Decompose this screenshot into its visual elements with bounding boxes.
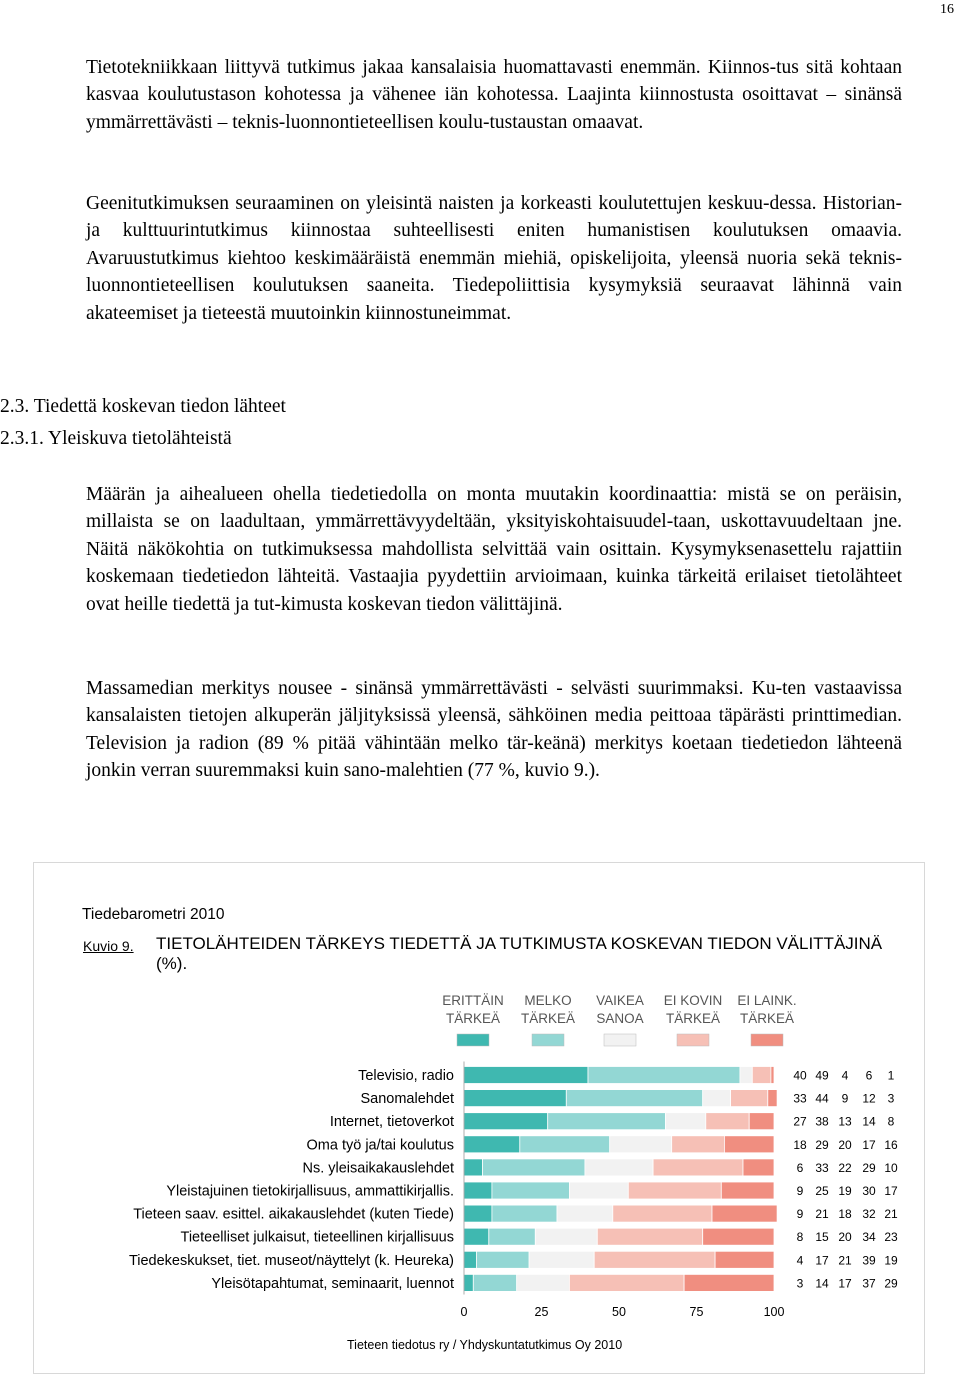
bar-segment	[483, 1159, 585, 1176]
legend-swatch	[604, 1034, 636, 1046]
data-label: 18	[793, 1137, 807, 1152]
bar-segment	[597, 1228, 702, 1245]
category-label: Tieteelliset julkaisut, tieteellinen kirjallisuus	[180, 1229, 454, 1246]
bar-segment	[724, 1136, 774, 1153]
data-label: 17	[838, 1276, 852, 1291]
data-label: 19	[884, 1253, 898, 1268]
bar-segment	[613, 1205, 712, 1222]
data-label: 15	[815, 1230, 829, 1245]
data-label: 1	[887, 1068, 895, 1083]
bar-segment	[749, 1113, 774, 1130]
data-label: 40	[793, 1068, 807, 1083]
x-tick-label: 25	[534, 1305, 549, 1319]
bar-segment	[476, 1251, 529, 1268]
bar-segment	[721, 1182, 774, 1199]
data-label: 25	[815, 1184, 829, 1198]
data-label: 38	[815, 1114, 829, 1129]
paragraph-3: Määrän ja aihealueen ohella tiedetiedolla on monta muutakin koordinaattia: mistä se on peräisin, millaista se on laadultaan, ymmärrettävyydeltään, yksityiskohtaisuudel-taan, uskottavuudeltaan jne. Näitä näkökohtia on tutkimuksessa mahdollista selvittää vain osittain. Kysymyksenasettelu rajattiin koskemaan tiedetiedon lähteitä. Vastaajia pyydettiin arvioimaan, kuinka tärkeitä erilaiset tietolähteet ovat heille tiedettä ja tut-kimusta koskevan tiedon välittäjinä.	[86, 484, 902, 615]
data-label: 14	[862, 1114, 876, 1129]
data-label: 6	[796, 1160, 804, 1175]
data-label: 8	[796, 1230, 804, 1245]
x-tick-label: 75	[689, 1305, 704, 1319]
data-label: 12	[862, 1091, 876, 1106]
data-label: 30	[862, 1184, 876, 1198]
bar-segment	[712, 1205, 777, 1222]
data-label: 17	[884, 1184, 898, 1198]
bar-segment	[473, 1274, 516, 1291]
data-label: 6	[865, 1068, 873, 1083]
paragraph-4: Massamedian merkitys nousee - sinänsä ymmärrettävästi - selvästi suurimmaksi. Ku-ten vastaavissa kansalaisten tietojen alkuperän jäljityksissä yleensä, sähköinen media peittoaa täpärästi printtimedian. Television ja radion (89 % pitää vähintään melko tär-keänä) merkitys koetaan tiedetiedon lähteenä jonkin verran suuremmaksi kuin sano-malehtien (77 %, kuvio 9.).	[86, 678, 902, 782]
data-label: 21	[815, 1207, 829, 1222]
legend-label: TÄRKEÄ	[665, 1011, 721, 1026]
paragraph-1: Tietotekniikkaan liittyvä tutkimus jakaa kansalaisia huomattavasti enemmän. Kiinnos-tus sitä kohtaan kasvaa koulutustason kohotessa ja vähenee iän kohotessa. Laajinta kiinnostusta osoittavat – sinänsä ymmärrettävästi – teknis-luonnontieteellisen koulu-tustaustan omaavat.	[86, 57, 902, 133]
legend-label: ERITTÄIN	[442, 993, 504, 1008]
legend-swatch	[457, 1034, 489, 1046]
bar-segment	[566, 1090, 702, 1107]
data-label: 29	[862, 1160, 876, 1175]
data-label: 3	[796, 1276, 804, 1291]
bar-segment	[653, 1159, 743, 1176]
bar-segment	[610, 1136, 672, 1153]
bar-segment	[464, 1113, 548, 1130]
figure-number: Kuvio 9.	[83, 938, 134, 954]
data-label: 9	[796, 1184, 804, 1198]
bar-segment	[489, 1228, 536, 1245]
category-label: Televisio, radio	[358, 1068, 454, 1084]
chart-title: TIETOLÄHTEIDEN TÄRKEYS TIEDETTÄ JA TUTKIMUSTA KOSKEVAN TIEDON VÄLITTÄJINÄ (%).	[156, 934, 883, 973]
bar-segment	[464, 1205, 492, 1222]
bar-segment	[464, 1182, 492, 1199]
legend-label: EI LAINK.	[737, 993, 797, 1008]
data-label: 9	[841, 1091, 849, 1106]
data-label: 14	[815, 1276, 829, 1291]
paragraph-2: Geenitutkimuksen seuraaminen on yleisintä naisten ja korkeasti koulutettujen keskuu-dessa. Historian- ja kulttuurintutkimus kiinnostaa suhteellisesti eniten humanistisen koulutuksen omaavia. Avaruustutkimus kiehtoo keskimääräistä enemmän miehiä, opiskelijoita, yleensä nuoria sekä teknis-luonnontieteellisen koulutuksen saaneita. Tiedepoliittisia kysymyksiä seuraavat lähinnä vain akateemiset ja tieteestä muutoinkin kiinnostuneimmat.	[86, 193, 902, 324]
data-label: 33	[815, 1160, 829, 1175]
legend-label: VAIKEA	[596, 993, 644, 1008]
data-label: 4	[841, 1068, 849, 1083]
data-label: 18	[838, 1207, 852, 1222]
legend-label: TÄRKEÄ	[739, 1011, 795, 1026]
bar-segment	[740, 1067, 752, 1084]
data-label: 20	[838, 1137, 852, 1152]
bar-segment	[464, 1159, 483, 1176]
bar-segment	[703, 1228, 774, 1245]
category-label: Oma työ ja/tai koulutus	[306, 1137, 454, 1154]
category-label: Internet, tietoverkot	[329, 1114, 454, 1131]
bar-segment	[464, 1067, 588, 1084]
bar-segment	[771, 1067, 774, 1084]
data-label: 39	[862, 1253, 876, 1268]
bar-segment	[672, 1136, 725, 1153]
bar-segment	[520, 1136, 610, 1153]
bar-segment	[557, 1205, 613, 1222]
x-tick-label: 0	[460, 1305, 468, 1319]
data-label: 8	[887, 1114, 895, 1129]
data-label: 49	[815, 1068, 829, 1083]
category-label: Yleisötapahtumat, seminaarit, luennot	[211, 1275, 454, 1292]
data-label: 16	[884, 1137, 898, 1152]
legend-swatch	[532, 1034, 564, 1046]
data-label: 29	[884, 1276, 898, 1291]
figure-source: Tiedebarometri 2010	[82, 906, 225, 923]
bar-segment	[768, 1090, 777, 1107]
data-label: 17	[862, 1137, 876, 1152]
legend-label: TÄRKEÄ	[445, 1011, 501, 1026]
bar-segment	[548, 1113, 666, 1130]
category-label: Ns. yleisaikakauslehdet	[302, 1160, 454, 1177]
page-number: 16	[940, 2, 954, 17]
data-label: 13	[838, 1114, 852, 1129]
bar-segment	[715, 1251, 774, 1268]
data-label: 21	[884, 1207, 898, 1222]
bar-segment	[464, 1274, 473, 1291]
category-label: Tiedekeskukset, tiet. museot/näyttelyt (k. Heureka)	[128, 1252, 454, 1269]
data-label: 22	[838, 1160, 852, 1175]
bar-segment	[684, 1274, 774, 1291]
bar-segment	[535, 1228, 597, 1245]
bar-segment	[588, 1067, 740, 1084]
subsection-heading: 2.3.1. Yleiskuva tietolähteistä	[0, 428, 232, 449]
bar-segment	[529, 1251, 594, 1268]
data-label: 20	[838, 1230, 852, 1245]
x-tick-label: 100	[763, 1305, 785, 1319]
bar-segment	[464, 1090, 566, 1107]
data-label: 33	[793, 1091, 807, 1106]
data-label: 34	[862, 1230, 876, 1245]
x-tick-label: 50	[612, 1305, 626, 1319]
bar-segment	[517, 1274, 570, 1291]
data-label: 9	[796, 1207, 804, 1222]
category-label: Tieteen saav. esittel. aikakauslehdet (kuten Tiede)	[133, 1206, 454, 1223]
data-label: 44	[815, 1091, 829, 1106]
legend-swatch	[751, 1034, 783, 1046]
data-label: 19	[838, 1184, 852, 1198]
bar-segment	[731, 1090, 768, 1107]
legend-label: MELKO	[524, 993, 572, 1008]
bar-segment	[628, 1182, 721, 1199]
data-label: 32	[862, 1207, 876, 1222]
bar-segment	[492, 1205, 557, 1222]
figure-footer: Tieteen tiedotus ry / Yhdyskuntatutkimus Oy 2010	[347, 1338, 623, 1352]
category-label: Yleistajuinen tietokirjallisuus, ammattikirjallis.	[166, 1183, 454, 1200]
bar-segment	[569, 1182, 628, 1199]
section-heading: 2.3. Tiedettä koskevan tiedon lähteet	[0, 396, 286, 417]
bar-segment	[585, 1159, 653, 1176]
bar-segment	[752, 1067, 771, 1084]
data-label: 3	[887, 1091, 895, 1106]
legend-label: SANOA	[596, 1011, 644, 1026]
data-label: 37	[862, 1276, 876, 1291]
category-label: Sanomalehdet	[360, 1091, 454, 1108]
legend-swatch	[677, 1034, 709, 1046]
data-label: 10	[884, 1160, 898, 1175]
bar-segment	[706, 1113, 749, 1130]
bar-segment	[464, 1251, 476, 1268]
bar-segment	[492, 1182, 570, 1199]
data-label: 17	[815, 1253, 829, 1268]
legend-label: EI KOVIN	[663, 993, 723, 1008]
data-label: 27	[793, 1114, 807, 1129]
bar-segment	[594, 1251, 715, 1268]
legend-label: TÄRKEÄ	[520, 1011, 576, 1026]
bar-segment	[743, 1159, 774, 1176]
data-label: 23	[884, 1230, 898, 1245]
data-label: 29	[815, 1137, 829, 1152]
bar-segment	[464, 1136, 520, 1153]
bar-segment	[666, 1113, 706, 1130]
bar-segment	[464, 1228, 489, 1245]
bar-segment	[703, 1090, 731, 1107]
data-label: 21	[838, 1253, 852, 1268]
bar-segment	[569, 1274, 684, 1291]
data-label: 4	[796, 1253, 804, 1268]
